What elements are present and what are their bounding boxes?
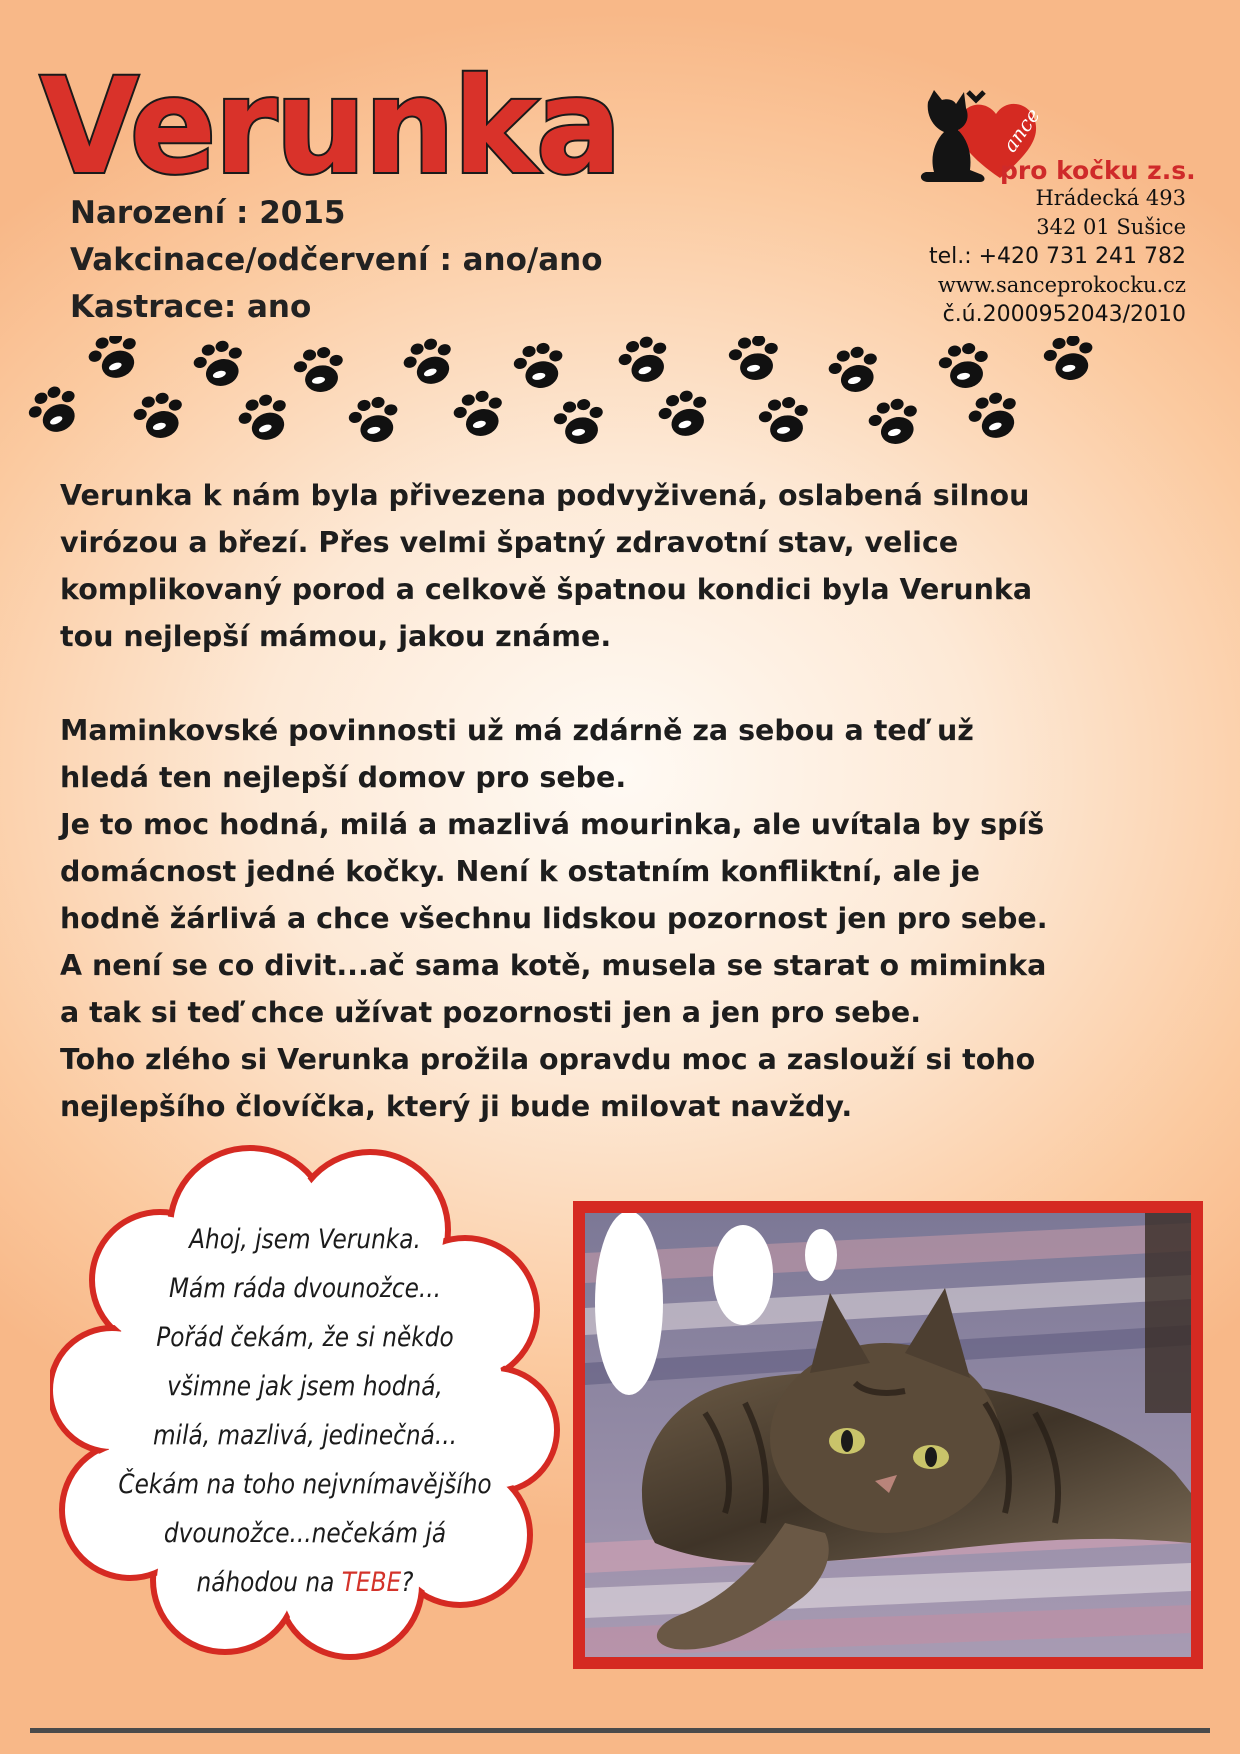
paw-print-icon [756, 394, 812, 446]
sance-logo [910, 84, 1210, 184]
text-line: komplikovaný porod a celkově špatnou kondici byla Verunka [60, 573, 1033, 606]
speech-prefix: náhodou na [196, 1567, 342, 1598]
text-line: domácnost jedné kočky. Není k ostatním konfliktní, ale je [60, 855, 980, 888]
paw-print-icon [614, 336, 675, 389]
text-line: nejlepšího človíčka, který ji bude milovat navždy. [60, 1090, 853, 1123]
paw-print-icon [84, 336, 146, 385]
paw-print-icon [450, 386, 509, 441]
paw-print-icon [511, 339, 569, 392]
contact-web: www.sanceprokocku.cz [937, 273, 1186, 297]
paw-print-icon [654, 386, 715, 443]
cat-photo [585, 1213, 1191, 1657]
speech-line: Mám ráda dvounožce... [168, 1273, 442, 1304]
title-verunka [36, 62, 626, 192]
speech-line: Pořád čekám, že si někdo [156, 1322, 454, 1353]
speech-suffix: ? [401, 1567, 414, 1598]
speech-line: dvounožce...nečekám já [163, 1518, 447, 1549]
paragraph-intro [60, 472, 1190, 660]
bottom-divider [30, 1728, 1210, 1733]
fact-castration: Kastrace: ano [70, 289, 312, 325]
contact-street: Hrádecká 493 [1035, 186, 1186, 210]
paw-print-icon [130, 388, 189, 443]
paw-print-icon [551, 396, 607, 448]
paw-print-icon [23, 380, 86, 441]
speech-line: milá, mazlivá, jedinečná... [153, 1420, 457, 1451]
text-line: Verunka k nám byla přivezena podvyživená, oslabená silnou [60, 479, 1030, 512]
speech-line-last [116, 1558, 494, 1607]
paw-print-icon [399, 336, 461, 391]
text-line: Maminkovské povinnosti už má zdárně za sebou a teď už [60, 714, 974, 747]
speech-highlight-tebe: TEBE [341, 1567, 402, 1598]
paw-print-icon [964, 387, 1026, 445]
facts-block [70, 190, 603, 331]
paw-print-icon [190, 336, 249, 391]
paragraph-main [60, 707, 1190, 1130]
contact-city: 342 01 Sušice [1036, 215, 1186, 239]
contact-block [929, 184, 1186, 329]
text-line: hledá ten nejlepší domov pro sebe. [60, 761, 627, 794]
paw-print-icon [1041, 336, 1099, 385]
contact-account: č.ú.2000952043/2010 [942, 302, 1186, 327]
paw-print-icon [291, 344, 347, 396]
text-line: Toho zlého si Verunka prožila opravdu moc a zaslouží si toho [60, 1043, 1036, 1076]
paw-print-icon [346, 393, 404, 446]
org-name: pro kočku z.s. [1000, 156, 1196, 184]
contact-phone: tel.: +420 731 241 782 [928, 244, 1186, 269]
speech-line: Ahoj, jsem Verunka. [189, 1224, 421, 1255]
paw-print-icon [234, 389, 296, 447]
text-line: tou nejlepší mámou, jakou známe. [60, 620, 612, 653]
fact-birth: Narození : 2015 [70, 195, 346, 231]
text-line: a tak si teď chce užívat pozornosti jen a jen pro sebe. [60, 996, 922, 1029]
speech-text [85, 1215, 525, 1607]
text-line: Je to moc hodná, milá a mazlivá mourinka, ale uvítala by spíš [60, 808, 1045, 841]
speech-line: Čekám na toho nejvnímavějšího [118, 1469, 492, 1500]
speech-line: všimne jak jsem hodná, [167, 1371, 443, 1402]
paw-print-icon [825, 342, 884, 397]
paw-print-icon [936, 340, 992, 392]
paw-print-icon [726, 336, 782, 384]
fact-vaccination: Vakcinace/odčervení : ano/ano [70, 242, 603, 278]
paw-prints-decoration [20, 336, 1220, 472]
svg-text:ance: ance [997, 103, 1045, 157]
title-text: Verunka [40, 62, 620, 192]
text-line: hodně žárlivá a chce všechnu lidskou pozornost jen pro sebe. [60, 902, 1048, 935]
description [60, 472, 1190, 1130]
text-line: A není se co divit...ač sama kotě, musela se starat o miminka [60, 949, 1047, 982]
paw-print-icon [865, 394, 924, 449]
paragraph-gap [60, 660, 1190, 707]
text-line: virózou a březí. Přes velmi špatný zdravotní stav, velice [60, 526, 959, 559]
